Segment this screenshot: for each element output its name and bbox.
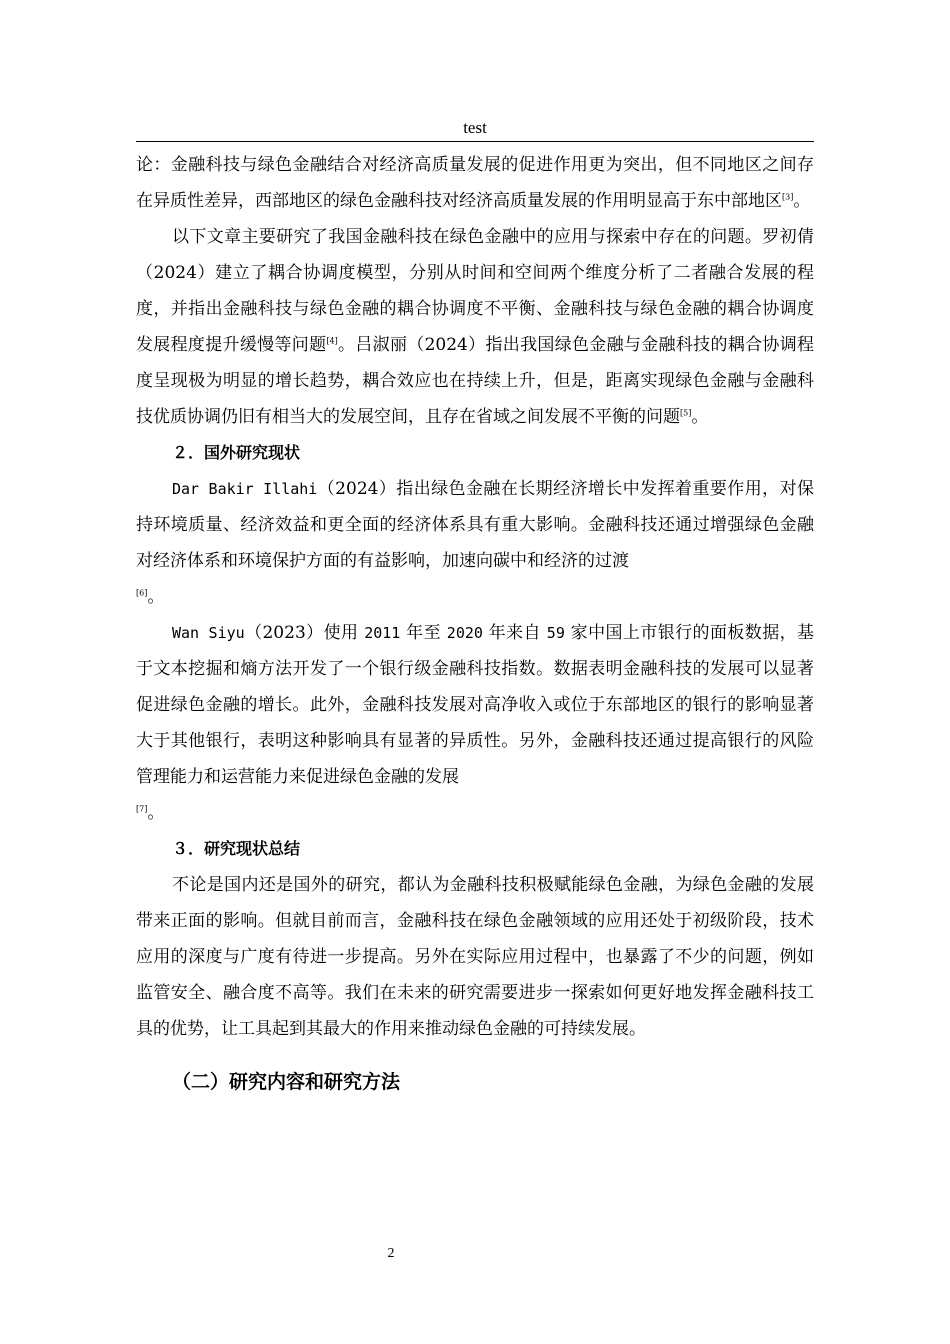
page-header: test	[463, 118, 487, 137]
page-number: 2	[387, 1246, 395, 1261]
heading-research-summary: ３．研究现状总结	[172, 839, 301, 858]
paragraph-summary: 不论是国内还是国外的研究，都认为金融科技积极赋能绿色金融，为绿色金融的发展带来正面的影响。但就目前而言，金融科技在绿色金融领域的应用还处于初级阶段，技术应用的深度与广度有待进一步提高。另外在实际应用过程中，也暴露了不少的问题，例如监管安全、融合度不高等。我们在未来的研究需要进步一探索如何更好地发挥金融科技工具的优势，让工具起到其最大的作用来推动绿色金融的可持续发展。	[136, 875, 814, 1039]
citation-7[interactable]: [7]	[136, 804, 148, 814]
citation-6[interactable]: [6]	[136, 588, 148, 598]
paragraph-foreign-wan: Wan Siyu（2023）使用 2011 年至 2020 年来自 59 家中国上市银行的面板数据，基于文本挖掘和熵方法开发了一个银行级金融科技指数。数据表明金融科技的发展可以显著促进绿色金融的增长。此外，金融科技发展对高净收入或位于东部地区的银行的影响显著大于其他银行，表明这种影响具有显著的异质性。另外，金融科技还通过提高银行的风险管理能力和运营能力来促进绿色金融的发展 [7]。	[136, 623, 815, 823]
paragraph-foreign-illahi: Dar Bakir Illahi（2024）指出绿色金融在长期经济增长中发挥着重要作用，对保持环境质量、经济效益和更全面的经济体系具有重大影响。金融科技还通过增强绿色金融对经济体系和环境保护方面的有益影响，加速向碳中和经济的过渡 [6]。	[136, 479, 814, 607]
paragraph-domestic-studies: 以下文章主要研究了我国金融科技在绿色金融中的应用与探索中存在的问题。罗初倩（2024）建立了耦合协调度模型，分别从时间和空间两个维度分析了二者融合发展的程度，并指出金融科技与绿色金融的耦合协调度不平衡、金融科技与绿色金融的耦合协调度发展程度提升缓慢等问题[4]。吕淑丽（2024）指出我国绿色金融与金融科技的耦合协调程度呈现极为明显的增长趋势，耦合效应也在持续上升，但是，距离实现绿色金融与金融科技优质协调仍旧有相当大的发展空间，且存在省域之间发展不平衡的问题[5]。	[136, 227, 815, 427]
header-rule	[136, 141, 814, 142]
page-body	[136, 147, 814, 1102]
citation-5[interactable]: [5]	[680, 408, 692, 418]
citation-4[interactable]: [4]	[326, 336, 338, 346]
section-heading-content-methods: （二）研究内容和研究方法	[172, 1071, 401, 1093]
paragraph-conclusion: 论：金融科技与绿色金融结合对经济高质量发展的促进作用更为突出，但不同地区之间存在异质性差异，西部地区的绿色金融科技对经济高质量发展的作用明显高于东中部地区[3]。	[136, 155, 814, 211]
citation-3[interactable]: [3]	[782, 192, 794, 202]
heading-foreign-research: ２．国外研究现状	[172, 443, 301, 462]
